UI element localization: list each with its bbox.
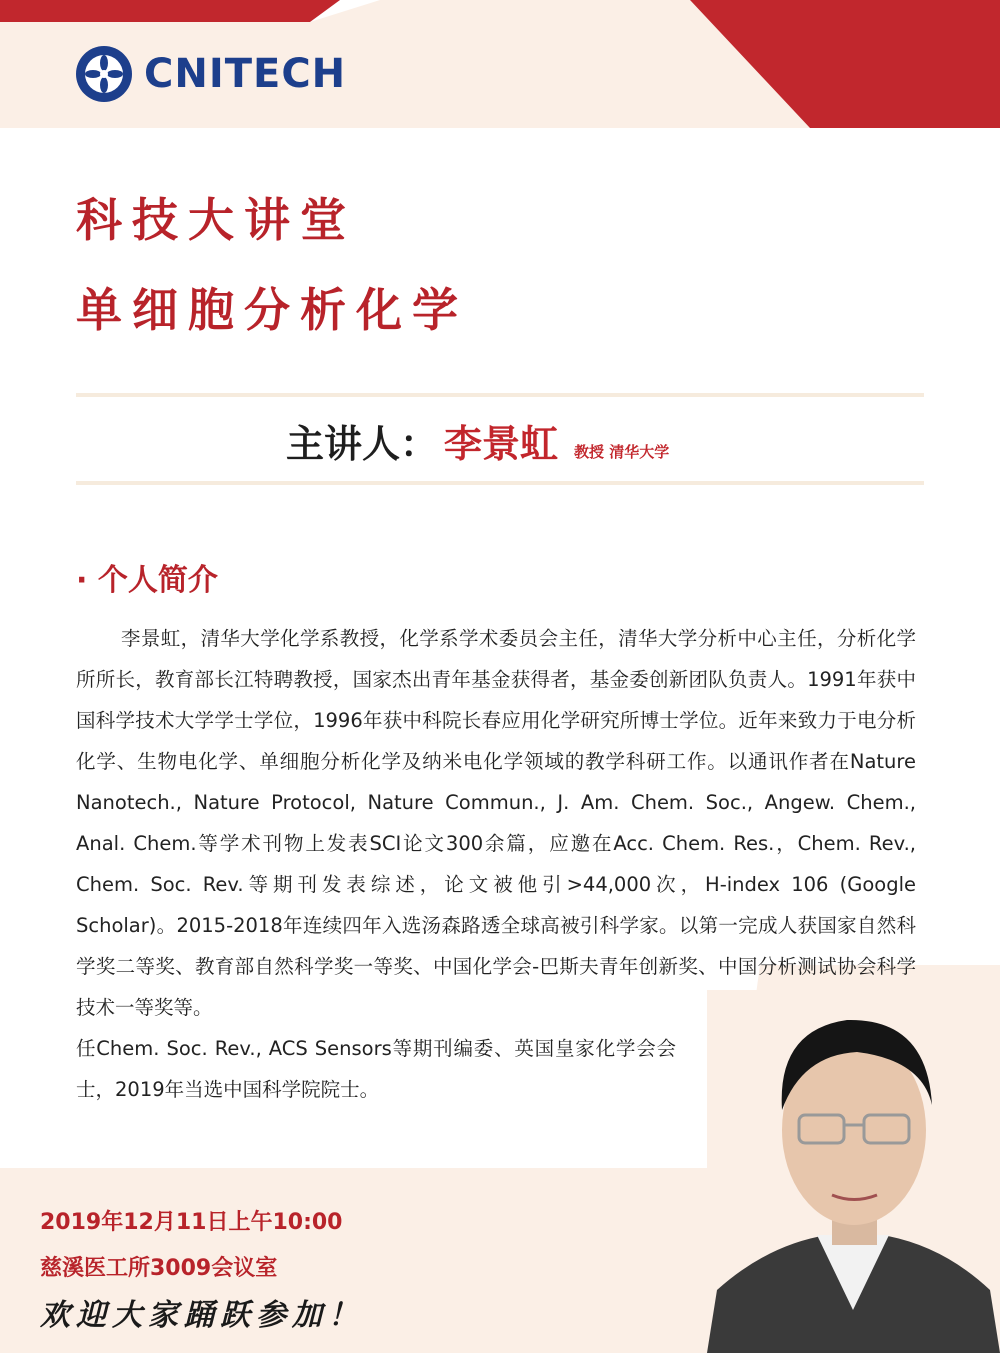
event-datetime: 2019年12月11日上午10:00 [40, 1210, 343, 1235]
bio-paragraph-2: 任Chem. Soc. Rev., ACS Sensors等期刊编委、英国皇家化学会会士，2019年当选中国科学院院士。 [76, 1037, 676, 1101]
speaker-label: 主讲人： [286, 422, 439, 466]
logo [74, 44, 346, 104]
divider-top [76, 393, 924, 397]
title-line-2: 单细胞分析化学 [76, 283, 468, 337]
speaker-portrait [707, 990, 1000, 1353]
logo-text: CNITECH [144, 51, 347, 97]
speaker-name: 李景虹 [444, 422, 559, 466]
top-left-red-band [0, 0, 340, 22]
cas-seal-icon [74, 44, 134, 104]
title-line-1: 科技大讲堂 [76, 193, 356, 247]
bio-paragraph-1: 李景虹，清华大学化学系教授，化学系学术委员会主任，清华大学分析中心主任，分析化学所所长，教育部长江特聘教授，国家杰出青年基金获得者，基金委创新团队负责人。1991年获中国科学技术大学学士学位，1996年获中科院长春应用化学研究所博士学位。近年来致力于电分析化学、生物电化学、单细胞分析化学及纳米电化学领域的教学科研工作。以通讯作者在Nature Nanotech., Nature Protocol, Nature Commun., J. Am. Chem. Soc., Angew. Chem., Anal. Chem.等学术刊物上发表SCI论文300余篇，应邀在Acc. Chem. Res.，Chem. Rev., Chem. Soc. Rev.等期刊发表综述，论文被他引>44,000次，H-index 106 (Google Scholar)。2015-2018年连续四年入选汤森路透全球高被引科学家。以第一完成人获国家自然科学奖二等奖、教育部自然科学奖一等奖、中国化学会-巴斯夫青年创新奖、中国分析测试协会科学技术一等奖等。 [76, 627, 916, 1019]
section-heading: · 个人简介 [76, 563, 218, 598]
divider-bottom [76, 481, 924, 485]
speaker-title: 教授 清华大学 [574, 443, 670, 461]
welcome-message: 欢迎大家踊跃参加！ [40, 1298, 364, 1333]
event-venue: 慈溪医工所3009会议室 [40, 1256, 278, 1281]
speaker-line [286, 413, 669, 468]
